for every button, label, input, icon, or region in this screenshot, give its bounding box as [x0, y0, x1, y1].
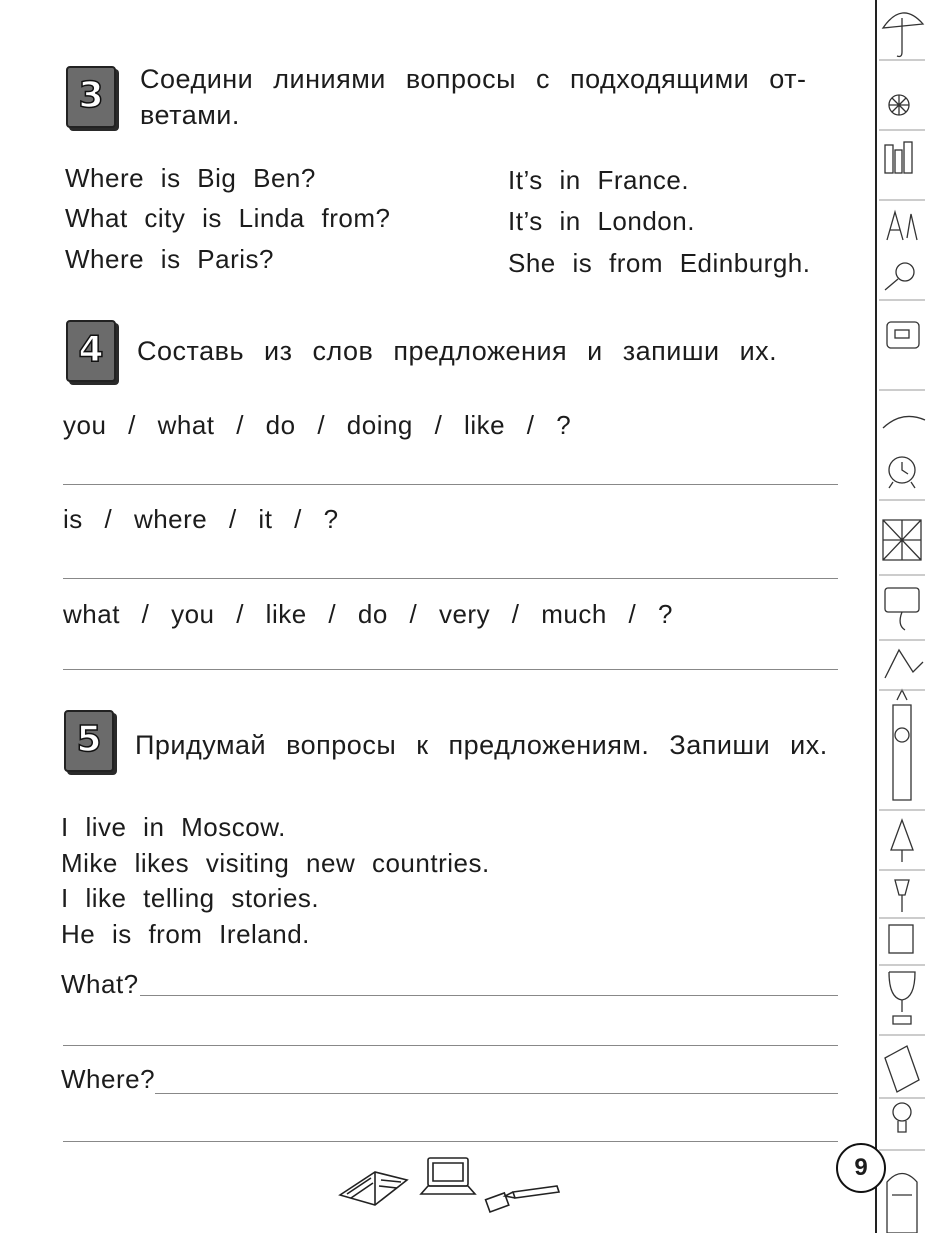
books-icon	[885, 145, 893, 173]
exercise-4-instruction: Составь из слов предложения и запиши их.	[137, 336, 778, 366]
open-book-icon	[340, 1172, 407, 1205]
bag-icon	[887, 322, 919, 348]
trophy-icon	[889, 972, 915, 1024]
scrambled-sentence-3: what / you / like / do / very / much / ?	[63, 599, 673, 629]
answer-line[interactable]	[63, 1141, 838, 1142]
sentence-2: Mike likes visiting new countries.	[61, 848, 490, 878]
umbrella-icon	[883, 13, 923, 28]
sentence-1: I live in Moscow.	[61, 812, 286, 842]
exercise-3-instruction-line2: ветами.	[140, 100, 240, 130]
question-1: Where is Big Ben?	[65, 163, 316, 193]
answer-2: It’s in London.	[508, 206, 695, 236]
answer-3: She is from Edinburgh.	[508, 248, 811, 278]
side-decoration-strip	[877, 0, 928, 1233]
question-3: Where is Paris?	[65, 244, 274, 274]
page-number: 9	[836, 1143, 886, 1193]
scrambled-sentence-1: you / what / do / doing / like / ?	[63, 410, 572, 440]
letters-icon	[887, 212, 917, 240]
london-sign-icon	[883, 416, 925, 428]
prompt-what: What?	[61, 969, 139, 999]
sentence-4: He is from Ireland.	[61, 919, 310, 949]
side-doodles	[877, 0, 928, 1233]
laptop-icon	[885, 588, 919, 612]
postbox-icon	[887, 1174, 917, 1234]
exercise-4-number-badge: 4	[66, 320, 116, 382]
answer-line[interactable]	[63, 1045, 838, 1046]
prompt-where: Where?	[61, 1064, 156, 1094]
school-supplies-illustration	[335, 1150, 570, 1220]
lamp-icon	[891, 820, 913, 862]
book-icon	[885, 1046, 919, 1092]
answer-line[interactable]	[63, 484, 838, 485]
exercise-5-number-badge: 5	[64, 710, 114, 772]
big-ben-icon	[893, 690, 911, 800]
lightbulb-icon	[893, 1103, 911, 1121]
magnifier-icon	[896, 263, 914, 281]
notebook-icon	[889, 925, 913, 953]
answer-line[interactable]	[63, 578, 838, 579]
answer-line[interactable]	[155, 1093, 838, 1094]
sentence-3: I like telling stories.	[61, 883, 320, 913]
answer-line[interactable]	[140, 995, 838, 996]
map-icon	[885, 650, 923, 678]
exercise-3-instruction-line1: Соедини линиями вопросы с подходящими от-	[140, 64, 807, 94]
exercise-5-instruction: Придумай вопросы к предложениям. Запиши их.	[135, 730, 828, 760]
flag-icon	[883, 520, 921, 560]
laptop-icon	[428, 1158, 468, 1186]
pen-icon	[513, 1186, 559, 1198]
exercise-3-number-badge: 3	[66, 66, 116, 128]
scrambled-sentence-2: is / where / it / ?	[63, 504, 339, 534]
answer-line[interactable]	[63, 669, 838, 670]
question-2: What city is Linda from?	[65, 203, 391, 233]
pushpin-icon	[895, 880, 909, 912]
answer-1: It’s in France.	[508, 165, 690, 195]
